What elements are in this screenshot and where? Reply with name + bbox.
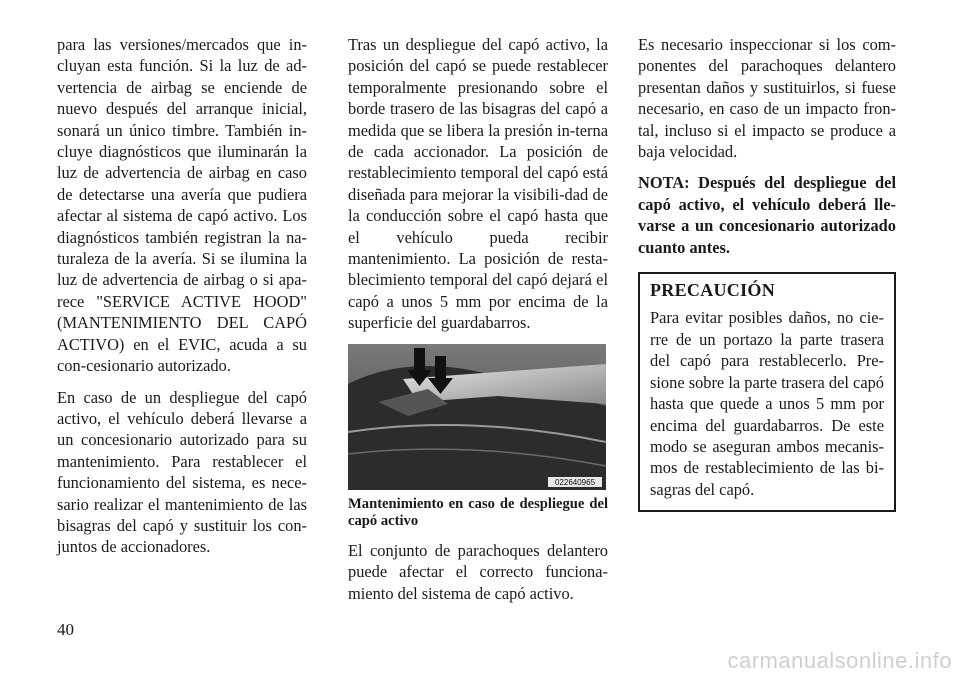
- column-3: [638, 34, 896, 512]
- paragraph: En caso de un despliegue del capó activo, el vehículo deberá llevarse a un concesionario autorizado para su mantenimiento. Para restablecer el funcionamiento del sistema, es nece-sario realizar el mantenimiento de las bisagras del capó y sustituir los con-juntos de accionadores.: [57, 387, 307, 557]
- hood-photo-illustration: [348, 344, 606, 490]
- note-paragraph: NOTA: Después del despliegue del capó activo, el vehículo deberá lle-varse a un concesionario autorizado cuanto antes.: [638, 173, 896, 257]
- column-1: [57, 34, 307, 568]
- paragraph: Tras un despliegue del capó activo, la posición del capó se puede restablecer temporalmente presionando sobre el borde trasero de las bisagras del capó a medida que se libera la presión in-terna de cada accionador. La posición de restablecimiento temporal del capó está diseñada para mejorar la visibili-dad de la conducción sobre el capó hasta que el vehículo pueda recibir mantenimiento. La posición de resta-blecimiento temporal del capó dejará el capó a unos 5 mm por encima de la superficie del guardabarros.: [348, 35, 608, 333]
- page-number: 40: [57, 620, 74, 639]
- paragraph: Es necesario inspeccionar si los com-ponentes del parachoques delantero presentan daños y sustituirlos, si fuese necesario, en caso de un impacto fron-tal, incluso si el impacto se produce a baja velocidad.: [638, 35, 896, 162]
- caution-text: Para evitar posibles daños, no cie-rre de un portazo la parte trasera del capó para restablecerlo. Pre-sione sobre la parte trasera del capó hasta que quede a unos 5 mm por encima del guardabarros. De este modo se aseguran ambos mecanis-mos de restablecimiento de las bi-sagras del capó.: [650, 308, 884, 499]
- paragraph: El conjunto de parachoques delantero puede afectar el correcto funciona-miento del sistema de capó activo.: [348, 540, 608, 603]
- watermark: carmanualsonline.info: [727, 648, 952, 673]
- figure-caption: Mantenimiento en caso de despliegue del capó activo: [348, 495, 608, 529]
- figure-code: 022640965: [554, 477, 596, 487]
- caution-title: PRECAUCIÓN: [650, 280, 776, 301]
- caution-box: [638, 272, 896, 512]
- column-2: [348, 34, 608, 614]
- hood-reset-figure: [348, 344, 606, 490]
- paragraph: para las versiones/mercados que in-cluyan esta función. Si la luz de ad-vertencia de airbag se enciende de nuevo después del arranque inicial, sonará un único timbre. También in-cluye diagnósticos que iluminarán la luz de advertencia de airbag en caso de detectarse una avería que pudiera afectar al sistema de capó activo. Los diagnósticos también registran la na-turaleza de la avería. Si se ilumina la luz de advertencia de airbag o si apa-rece "SERVICE ACTIVE HOOD" (MANTENIMIENTO DEL CAPÓ ACTIVO) en el EVIC, acuda a su con-cesionario autorizado.: [57, 35, 307, 376]
